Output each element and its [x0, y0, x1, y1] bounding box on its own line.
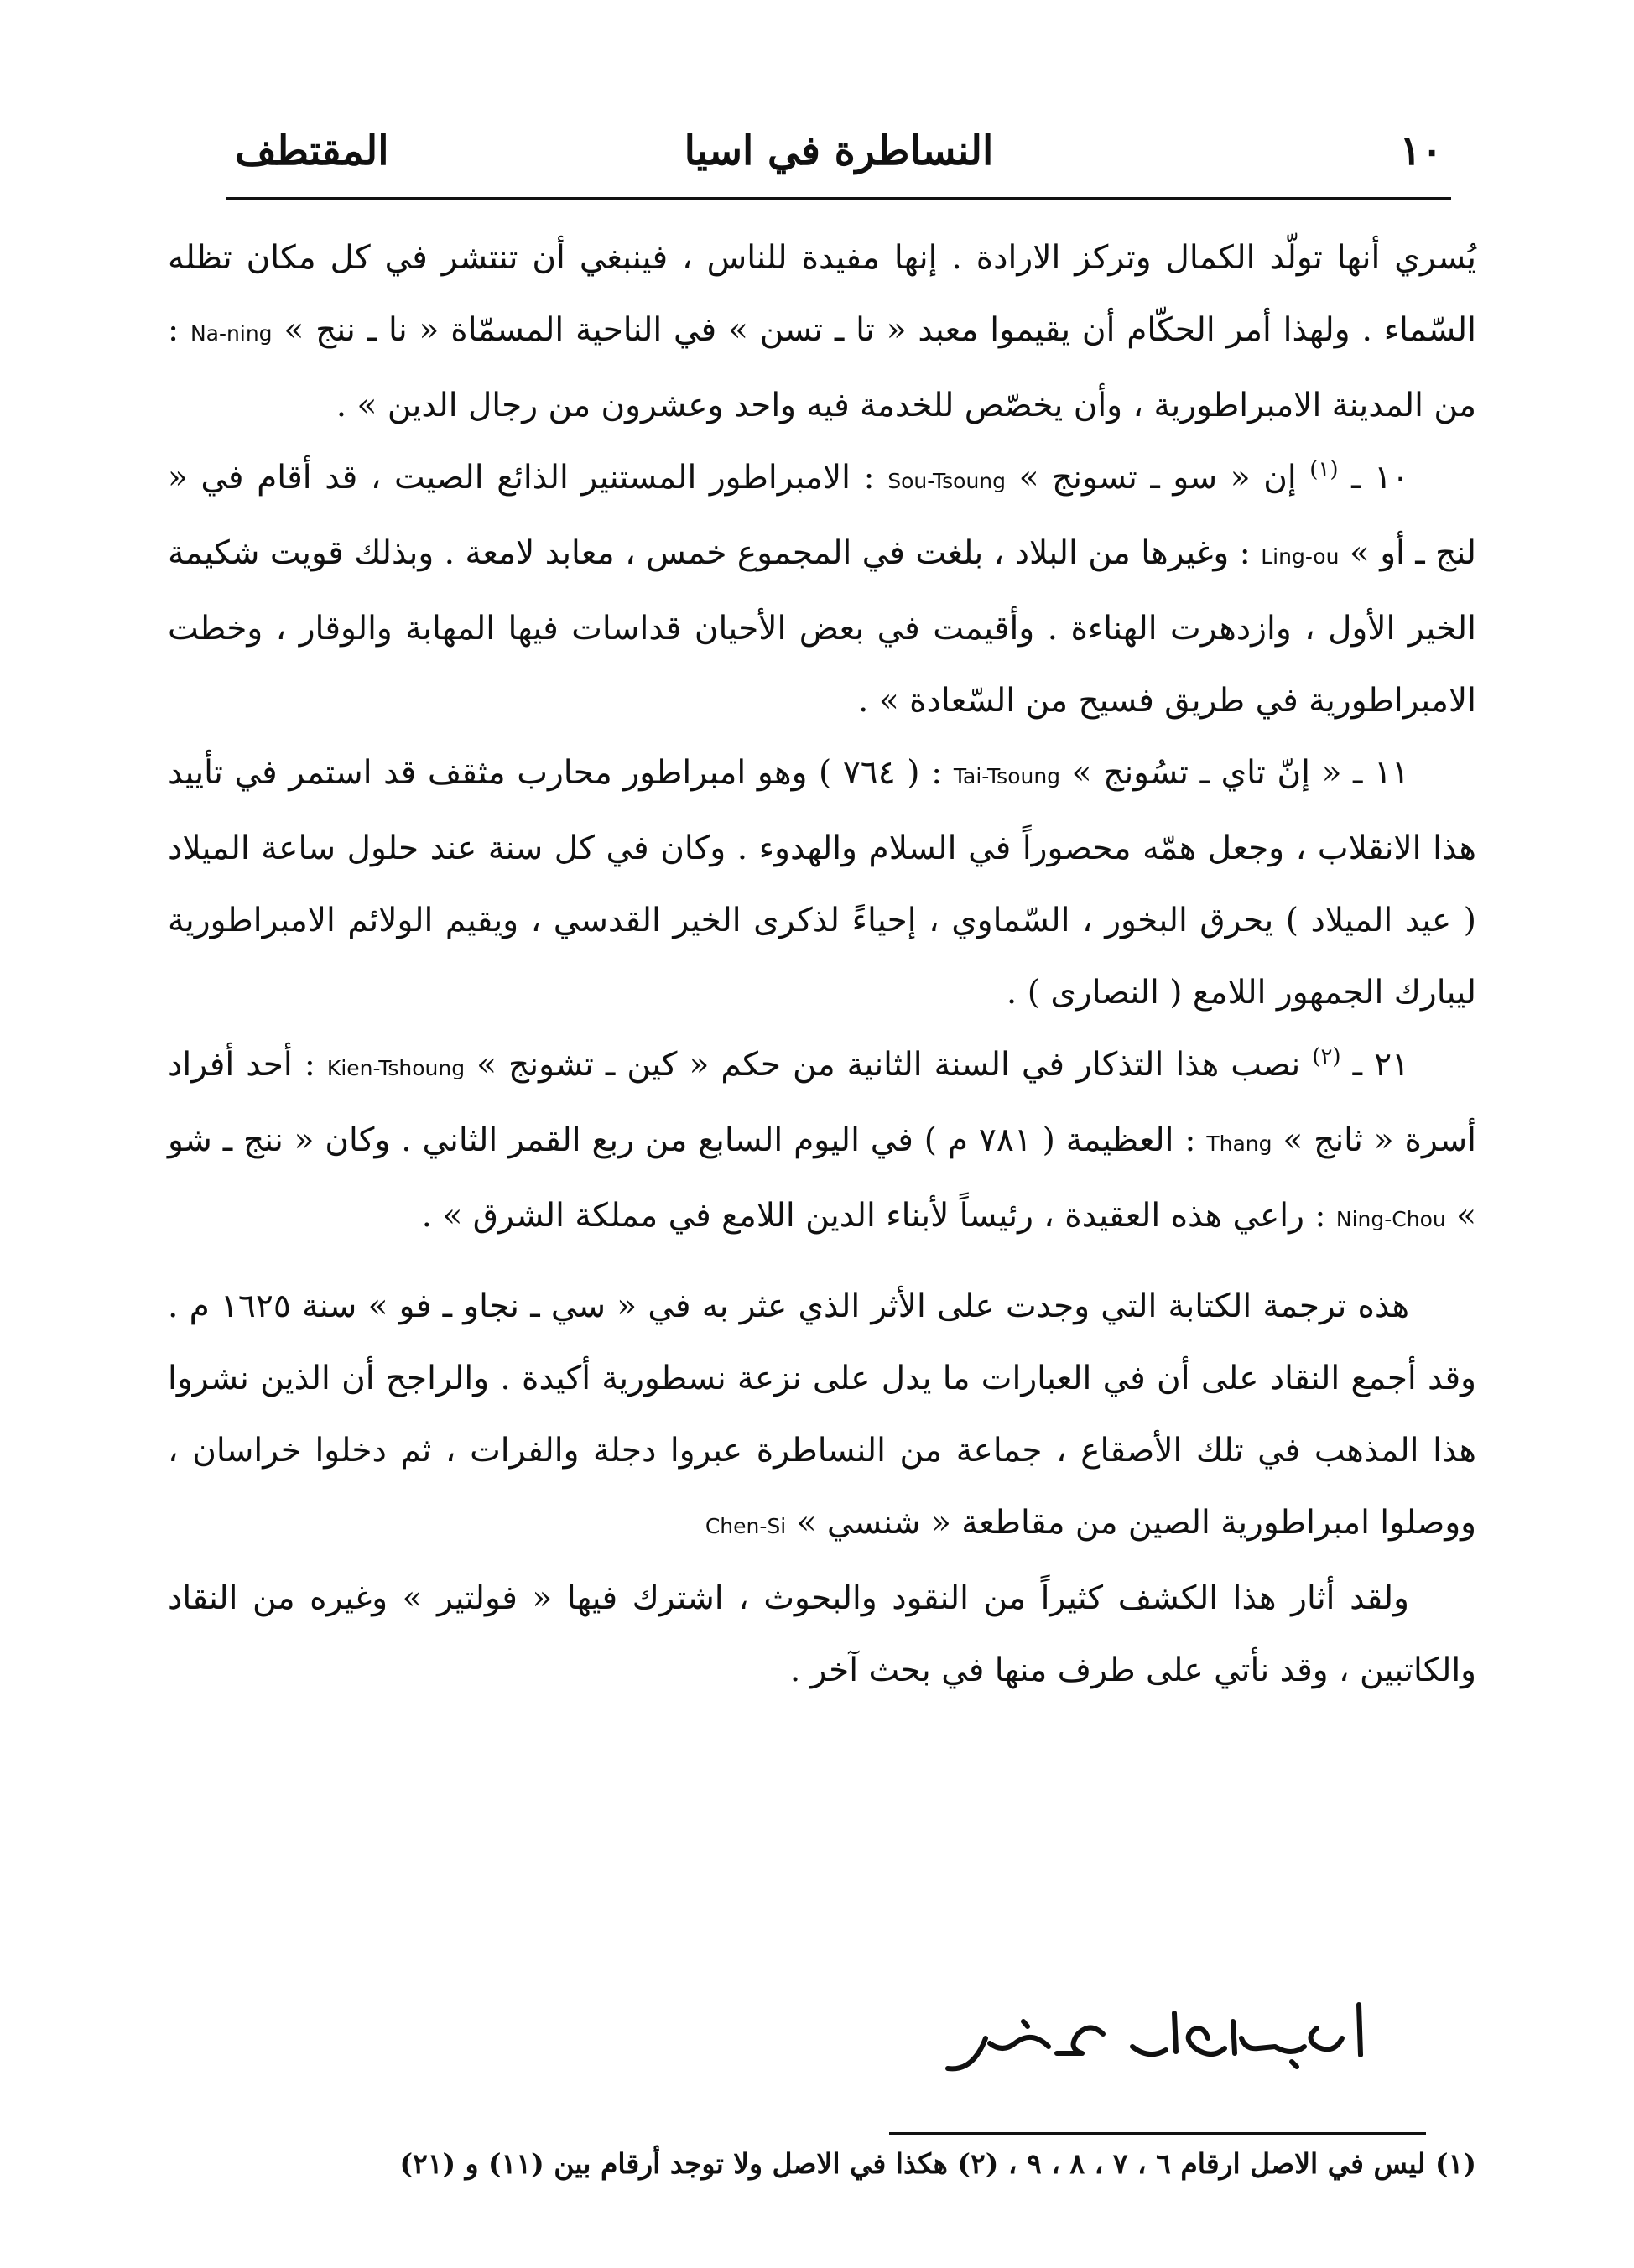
- latin-term: Na-ning: [190, 321, 273, 346]
- paragraph-text: : الامبراطور المستنير الذائع الصيت ، قد أقام في « لنج ـ أو »: [168, 459, 1476, 572]
- latin-term: Ling-ou: [1261, 544, 1340, 569]
- paragraph-1: [168, 222, 1476, 442]
- latin-term: Ning-Chou: [1335, 1207, 1446, 1231]
- handwritten-signature: [923, 1988, 1392, 2080]
- paragraph-text: : راعي هذه العقيدة ، رئيساً لأبناء الدين اللامع في مملكة الشرق » .: [421, 1197, 1326, 1235]
- paragraph-text: نصب هذا التذكار في السنة الثانية من حكم « كين ـ تشونج »: [476, 1046, 1301, 1084]
- latin-term: Chen-Si: [705, 1514, 787, 1538]
- article-body: [168, 222, 1476, 1707]
- paragraph-5: [168, 1271, 1476, 1563]
- article-title: النساطرة في اسيا: [684, 127, 994, 174]
- footnote: (١) ليس في الاصل ارقام ٦ ، ٧ ، ٨ ، ٩ ، (٢) هكذا في الاصل ولا توجد أرقام بين (١١) و (٢١): [399, 2147, 1476, 2180]
- page-number: ١٠: [1399, 127, 1443, 174]
- journal-name: المقتطف: [235, 127, 389, 174]
- paragraph-4: [168, 1029, 1476, 1256]
- paragraph-text: يُسري أنها تولّد الكمال وتركز الارادة . إنها مفيدة للناس ، فينبغي أن تنتشر في كل مكان تظله السّماء . ولهذا أمر الحكّام أن يقيموا معبد « تا ـ تسن » في الناحية المسمّاة « نا ـ ننج »: [168, 239, 1476, 349]
- footnote-marker: (١): [1309, 457, 1339, 482]
- paragraph-text: : وغيرها من البلاد ، بلغت في المجموع خمس ، معابد لامعة . وبذلك قويت شكيمة الخير الأول ، وازدهرت الهناءة . وأقيمت في بعض الأحيان قداسات فيها المهابة والوقار ، وخطت الامبراطورية في طريق فسيح من السّعادة » .: [168, 534, 1476, 720]
- page-header: [235, 117, 1443, 185]
- paragraph-text: : من المدينة الامبراطورية ، وأن يخصّص للخدمة فيه واحد وعشرون من رجال الدين » .: [168, 311, 1476, 424]
- paragraph-text: : ( ٧٦٤ ) وهو امبراطور محارب مثقف قد استمر في تأييد هذا الانقلاب ، وجعل همّه محصوراً في السلام والهدوء . وكان في كل سنة عند حلول ساعة الميلاد ( عيد الميلاد ) يحرق البخور ، السّماوي ، إحياءً لذكرى الخير القدسي ، ويقيم الولائم الامبراطورية ليبارك الجمهور اللامع ( النصارى ) .: [168, 754, 1476, 1012]
- item-number: ١٠ ـ: [1351, 459, 1410, 497]
- paragraph-3: [168, 737, 1476, 1029]
- paragraph-text: : العظيمة ( ٧٨١ م ) في اليوم السابع من ربع القمر الثاني . وكان « ننج ـ شو »: [168, 1121, 1476, 1235]
- paragraph-text: ولقد أثار هذا الكشف كثيراً من النقود والبحوث ، اشترك فيها « فولتير » وغيره من النقاد والكاتبين ، وقد نأتي على طرف منها في بحث آخر .: [168, 1579, 1476, 1689]
- latin-term: Sou-Tsoung: [887, 469, 1006, 493]
- footnote-marker: (٢): [1312, 1044, 1341, 1069]
- latin-term: Thang: [1206, 1131, 1272, 1156]
- paragraph-6: [168, 1563, 1476, 1707]
- footnote-divider: [889, 2132, 1426, 2135]
- paragraph-2: [168, 442, 1476, 737]
- paragraph-text: : أحد أفراد أسرة « ثانج »: [168, 1046, 1476, 1159]
- latin-term: Kien-Tshoung: [326, 1056, 466, 1080]
- header-divider: [226, 197, 1451, 200]
- item-number: ٢١ ـ: [1352, 1046, 1410, 1084]
- paragraph-text: هذه ترجمة الكتابة التي وجدت على الأثر الذي عثر به في « سي ـ نجاو ـ فو » سنة ١٦٢٥ م . وقد أجمع النقاد على أن في العبارات ما يدل على نزعة نسطورية أكيدة . والراجح أن الذين نشروا هذا المذهب في تلك الأصقاع ، جماعة من النساطرة عبروا دجلة والفرات ، ثم دخلوا خراسان ، ووصلوا امبراطورية الصين من مقاطعة « شنسي »: [168, 1287, 1476, 1542]
- paragraph-text: إن « سو ـ تسونج »: [1018, 459, 1297, 497]
- paragraph-text: ١١ ـ « إنّ تاي ـ تسُونج »: [1071, 754, 1410, 792]
- latin-term: Tai-Tsoung: [953, 764, 1061, 788]
